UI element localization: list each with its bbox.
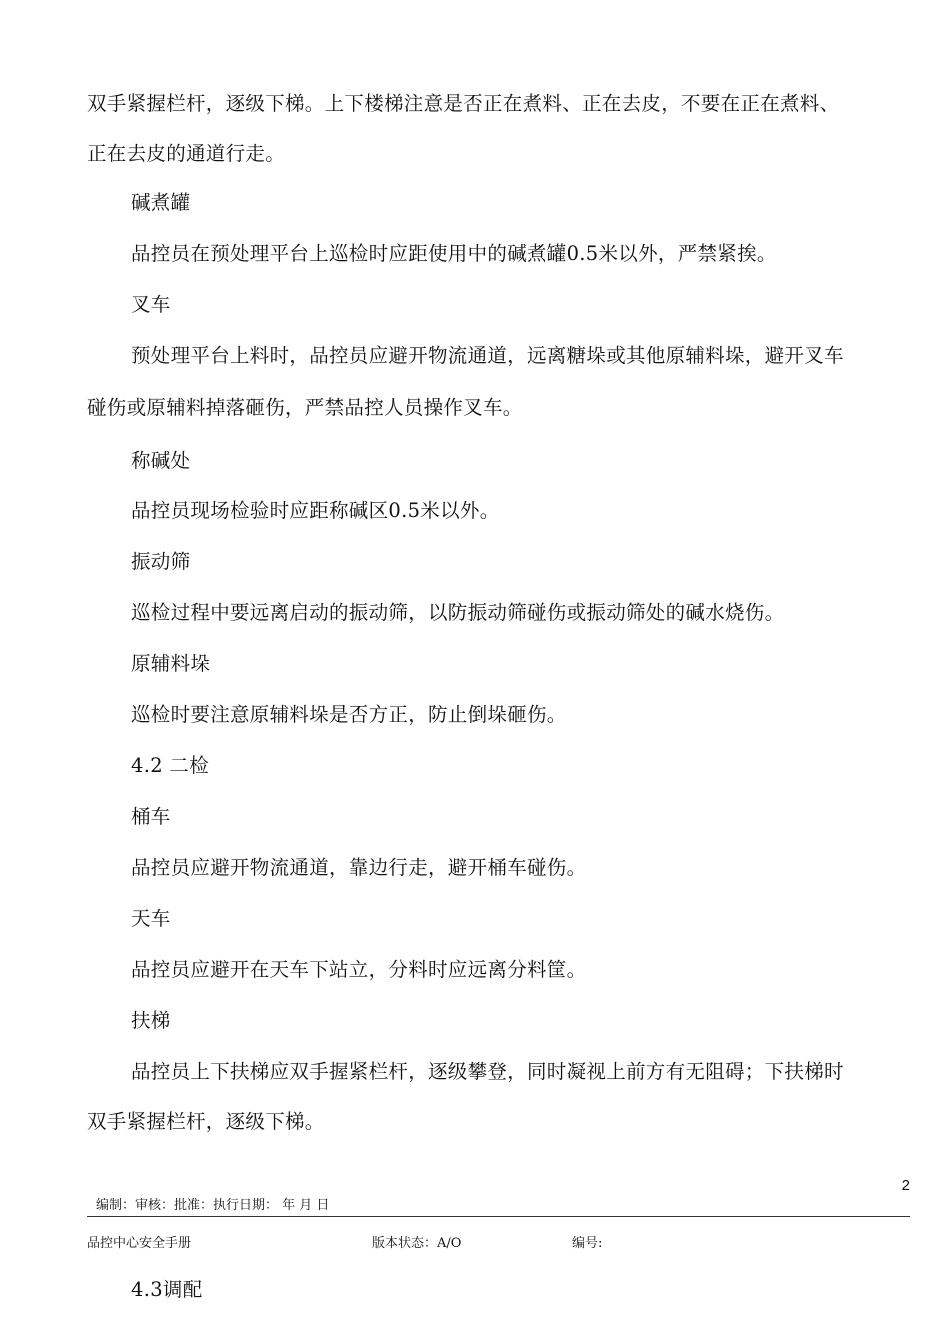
page-number: 2 xyxy=(901,1177,910,1194)
paragraph-continuation-line-1: 双手紧握栏杆，逐级下梯。上下楼梯注意是否正在煮料、正在去皮，不要在正在煮料、 xyxy=(87,92,840,115)
next-page-section-heading: 4.3调配 xyxy=(131,1278,203,1301)
paragraph-forklift-line-2: 碰伤或原辅料掉落砸伤，严禁品控人员操作叉车。 xyxy=(87,396,523,419)
paragraph-forklift-line-1: 预处理平台上料时，品控员应避开物流通道，远离糖垛或其他原辅料垛，避开叉车 xyxy=(131,344,844,367)
heading-bucket-cart: 桶车 xyxy=(131,805,171,828)
heading-material-stack: 原辅料垛 xyxy=(131,652,211,675)
footer-doc-number: 编号: xyxy=(572,1236,603,1251)
paragraph-escalator-line-1: 品控员上下扶梯应双手握紧栏杆，逐级攀登，同时凝视上前方有无阻碍；下扶梯时 xyxy=(131,1060,844,1083)
paragraph-escalator-line-2: 双手紧握栏杆，逐级下梯。 xyxy=(87,1110,325,1133)
footer-sign-line: 编制：审核：批准：执行日期： 年 月 日 xyxy=(96,1198,330,1213)
paragraph-alkali-cooking-tank: 品控员在预处理平台上巡检时应距使用中的碱煮罐0.5米以外，严禁紧挨。 xyxy=(131,242,777,265)
paragraph-bucket-cart: 品控员应避开物流通道，靠边行走，避开桶车碰伤。 xyxy=(131,856,587,879)
heading-vibrating-screen: 振动筛 xyxy=(131,550,191,573)
paragraph-continuation-line-2: 正在去皮的通道行走。 xyxy=(87,142,286,165)
heading-escalator: 扶梯 xyxy=(131,1009,171,1032)
heading-alkali-weighing: 称碱处 xyxy=(131,449,191,472)
paragraph-alkali-weighing: 品控员现场检验时应距称碱区0.5米以外。 xyxy=(131,499,500,522)
paragraph-overhead-crane: 品控员应避开在天车下站立，分料时应远离分料筐。 xyxy=(131,958,587,981)
section-heading-4-2: 4.2 二检 xyxy=(131,754,210,777)
paragraph-material-stack: 巡检时要注意原辅料垛是否方正，防止倒垛砸伤。 xyxy=(131,703,567,726)
footer-version: 版本状态：A/O xyxy=(372,1236,462,1251)
heading-alkali-cooking-tank: 碱煮罐 xyxy=(131,191,191,214)
footer-manual-title: 品控中心安全手册 xyxy=(87,1236,192,1251)
heading-overhead-crane: 天车 xyxy=(131,907,171,930)
paragraph-vibrating-screen: 巡检过程中要远离启动的振动筛，以防振动筛碰伤或振动筛处的碱水烧伤。 xyxy=(131,601,785,624)
heading-forklift: 叉车 xyxy=(131,293,171,316)
footer-divider xyxy=(87,1216,910,1217)
